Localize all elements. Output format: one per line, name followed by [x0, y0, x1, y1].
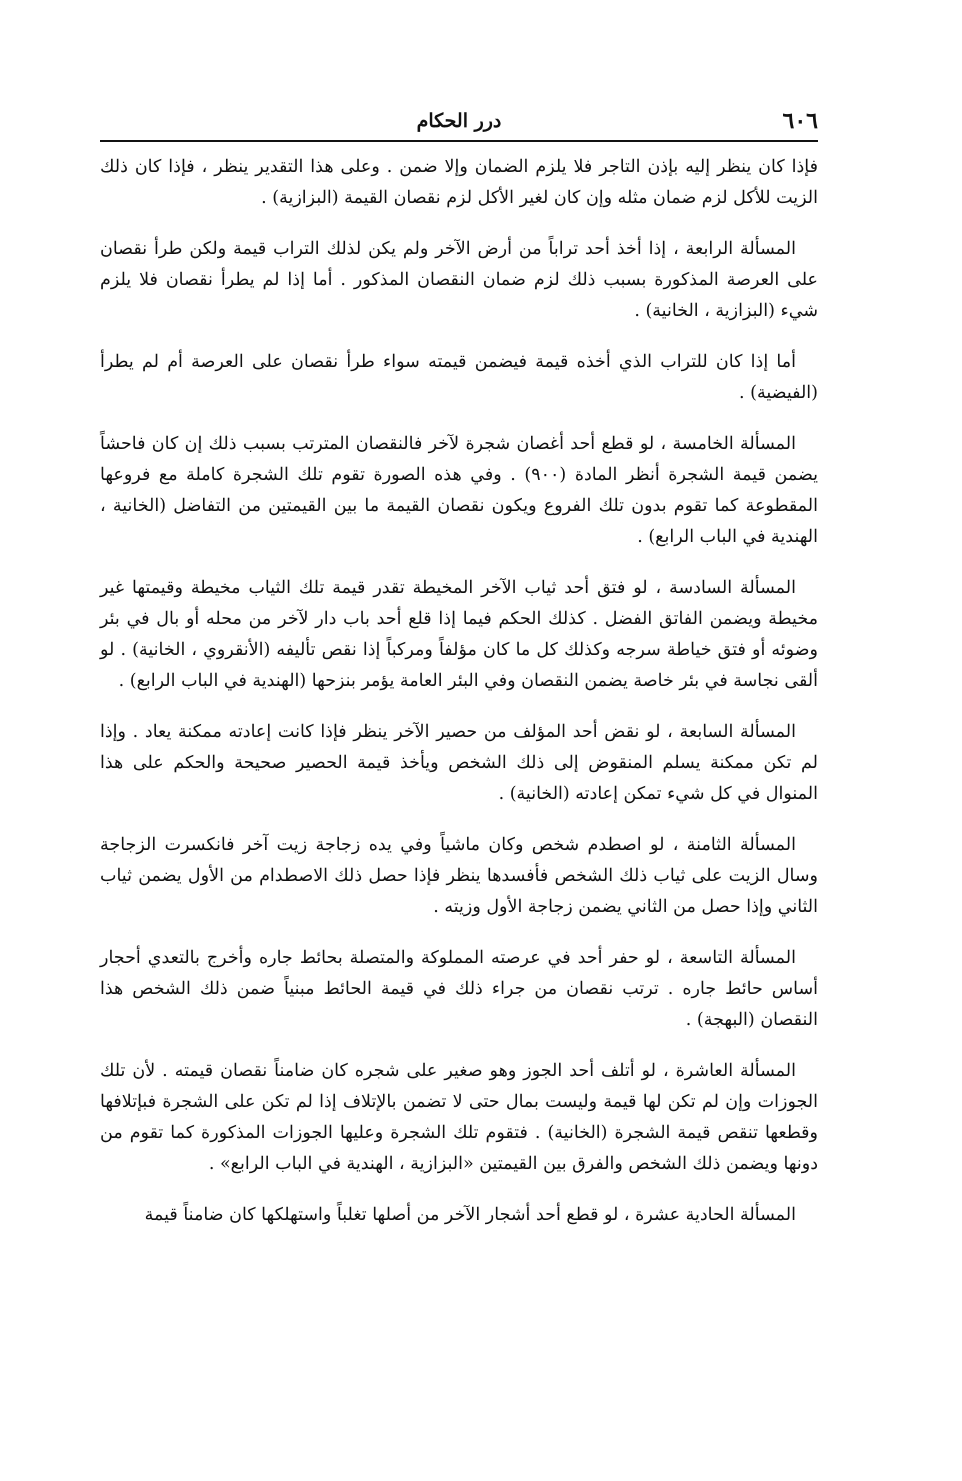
running-title: درر الحكام — [416, 110, 502, 132]
body-text — [100, 152, 818, 1231]
paragraph: المسألة الخامسة ، لو قطع أحد أغصان شجرة لآخر فالنقصان المترتب بسبب ذلك إن كان فاحشاً يضمن قيمة الشجرة أنظر المادة (٩٠٠) . وفي هذه الصورة تقوم تلك الشجرة كاملة مع فروعها المقطوعة كما تقوم بدون تلك الفروع ويكون نقصان القيمة ما بين القيمتين من التفاضل (الخانية ، الهندية في الباب الرابع) . — [100, 434, 818, 547]
paragraph: المسألة الرابعة ، إذا أخذ أحد تراباً من أرض الآخر ولم يكن لذلك التراب قيمة ولكن طرأ نقصان على العرصة المذكورة بسبب ذلك لزم ضمان النقصان المذكور . أما إذا لم يطرأ نقصان فلا يلزم شيء (البزازية ، الخانية) . — [100, 239, 818, 321]
paragraph: المسألة التاسعة ، لو حفر أحد في عرصته المملوكة والمتصلة بحائط جاره وأخرج بالتعدي أحجار أساس حائط جاره . ترتب نقصان من جراء ذلك في قيمة الحائط مبنياً ضمن ذلك الشخص هذا النقصان (البهجة) . — [100, 948, 818, 1030]
paragraph: المسألة السابعة ، لو نقض أحد المؤلف من حصير الآخر ينظر فإذا كانت إعادته ممكنة يعاد . وإذا لم تكن ممكنة يسلم المنقوض إلى ذلك الشخص ويأخذ قيمة الحصير صحيحة والحكم على هذا المنوال في كل شيء تمكن إعادته (الخانية) . — [100, 722, 818, 804]
page-number: ٦٠٦ — [782, 108, 818, 134]
paragraph: المسألة العاشرة ، لو أتلف أحد الجوز وهو صغير على شجره كان ضامناً نقصان قيمته . لأن تلك الجوزات وإن لم تكن لها قيمة وليست بمال حتى لا تضمن بالإتلاف إذا لم تكن على الشجرة فبإتلافها وقطعها تنقص قيمة الشجرة (الخانية) . فتقوم تلك الشجرة وعليها الجوزات المذكورة كما تقوم من دونها ويضمن ذلك الشخص والفرق بين القيمتين «البزازية ، الهندية في الباب الرابع» . — [100, 1061, 818, 1174]
page-header — [100, 108, 818, 142]
document-page — [100, 108, 818, 1251]
paragraph: فإذا كان ينظر إليه بإذن التاجر فلا يلزم الضمان وإلا ضمن . وعلى هذا التقدير ينظر ، فإذا كان ذلك الزيت للأكل لزم ضمان مثله وإن كان لغير الأكل لزم نقصان القيمة (البزازية) . — [100, 157, 818, 208]
paragraph: أما إذا كان للتراب الذي أخذه قيمة فيضمن قيمته سواء طرأ نقصان على العرصة أم لم يطرأ (الفيضية) . — [100, 352, 818, 403]
paragraph: المسألة الثامنة ، لو اصطدم شخص وكان ماشياً وفي يده زجاجة زيت آخر فانكسرت الزجاجة وسال الزيت على ثياب ذلك الشخص فأفسدها ينظر فإذا حصل ذلك الاصطدام من الأول يضمن ثياب الثاني وإذا حصل من الثاني يضمن زجاجة الأول وزيته . — [100, 835, 818, 917]
paragraph: المسألة الحادية عشرة ، لو قطع أحد أشجار الآخر من أصلها تغلباً واستهلكها كان ضامناً قيمة — [144, 1205, 796, 1225]
paragraph: المسألة السادسة ، لو فتق أحد ثياب الآخر المخيطة تقدر قيمة تلك الثياب مخيطة وقيمتها غير مخيطة ويضمن الفاتق الفضل . كذلك الحكم فيما إذا قلع أحد باب دار لآخر من محله أو بال في بئر وضوئه أو فتق خياطة سرجه وكذلك كل ما كان مؤلفاً ومركباً إذا نقص تأليفه (الأنقروي ، الخانية) . لو ألقى نجاسة في بئر خاصة يضمن النقصان وفي البئر العامة يؤمر بنزحها (الهندية في الباب الرابع) . — [100, 578, 818, 691]
